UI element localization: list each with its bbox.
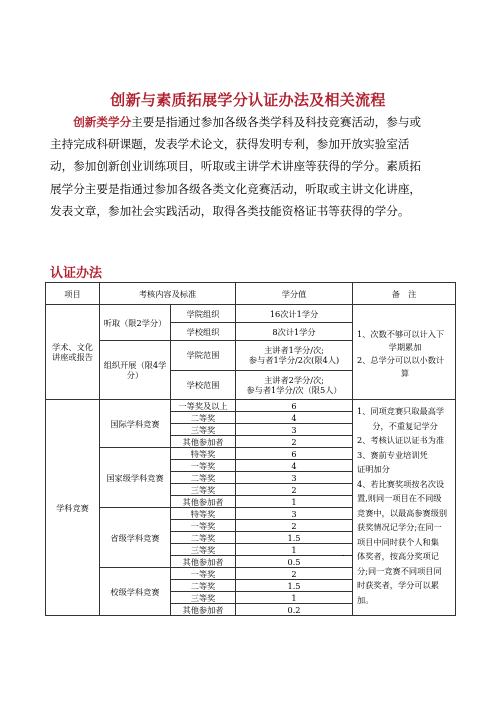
- competition-level-cell: 国家级学科竞赛: [100, 448, 171, 508]
- credit-cell: 4: [236, 412, 353, 424]
- credit-cell: 1: [236, 544, 353, 556]
- page-title: 创新与素质拓展学分认证办法及相关流程: [110, 91, 386, 109]
- credit-cell: 2: [236, 568, 353, 580]
- credit-cell: 4: [236, 460, 353, 472]
- intro-lead: 创新类学分: [73, 115, 132, 129]
- award-cell: 二等奖: [171, 412, 236, 424]
- note-line: 3、赛前专业培训凭: [357, 449, 428, 460]
- note-line: 1、次数不够可以计入下: [357, 329, 445, 339]
- credit-table: [45, 282, 456, 616]
- award-cell: 三等奖: [171, 544, 236, 556]
- note-line: 获奖情况记学分;在同一: [357, 522, 442, 532]
- category-cell: 学科竞赛: [46, 400, 100, 616]
- note-line: 4、若比赛奖项按名次设: [357, 478, 445, 489]
- header-cell: 学分值: [236, 283, 353, 305]
- award-cell: 三等奖: [171, 592, 236, 604]
- header-cell: 项目: [46, 283, 100, 305]
- credit-cell: 8次计1学分: [236, 323, 353, 341]
- header-cell: 考核内容及标准: [100, 283, 236, 305]
- note-line: 1、同项竞赛只取最高学: [357, 406, 445, 416]
- note-line: 体奖者，按高分奖项记: [357, 551, 439, 561]
- note-line: 加。: [357, 594, 374, 605]
- credit-cell: 3: [236, 508, 353, 520]
- table-row: [46, 400, 456, 412]
- credit-cell: 0.5: [236, 556, 353, 568]
- section-heading: 认证办法: [50, 266, 103, 281]
- note-line: 竞赛中，以最高参赛级别: [357, 507, 448, 518]
- category-cell: 学术、文化讲座或报告: [46, 305, 100, 400]
- credit-cell: [236, 370, 353, 400]
- award-cell: 特等奖: [171, 448, 236, 460]
- note-line: 算: [400, 368, 410, 378]
- note-line: 学期累加: [388, 342, 422, 352]
- table-header-row: [46, 283, 456, 305]
- award-cell: 三等奖: [171, 424, 236, 436]
- level-cell: 学校组织: [171, 323, 236, 341]
- subcategory-cell: 组织开展（限4学分）: [100, 341, 171, 400]
- credit-line: 参与者1学分/次（限5人）: [246, 384, 342, 395]
- credit-cell: 1: [236, 496, 353, 508]
- note-line: 2、考核认证以证书为准: [357, 435, 445, 445]
- award-cell: 其他参加者: [171, 436, 236, 448]
- intro-text: [50, 111, 424, 222]
- credit-cell: 1.5: [236, 580, 353, 592]
- table-row: [46, 305, 456, 323]
- level-cell: 学校范围: [171, 370, 236, 400]
- competition-level-cell: 校级学科竞赛: [100, 568, 171, 616]
- credit-line: 主讲者2学分/次;: [264, 374, 324, 385]
- credit-line: 主讲者1学分/次;: [264, 345, 324, 356]
- award-cell: 二等奖: [171, 472, 236, 484]
- stray-mark: .: [342, 549, 345, 558]
- note-cell: [353, 305, 456, 400]
- award-cell: 一等奖及以上: [171, 400, 236, 412]
- level-cell: 学院组织: [171, 305, 236, 323]
- credit-cell: 1: [236, 592, 353, 604]
- competition-level-cell: 省级学科竞赛: [100, 508, 171, 568]
- award-cell: 三等奖: [171, 484, 236, 496]
- award-cell: 其他参加者: [171, 496, 236, 508]
- competition-level-cell: 国际学科竞赛: [100, 400, 171, 448]
- header-cell: 备 注: [353, 283, 456, 305]
- credit-cell: 2: [236, 484, 353, 496]
- intro-text-2: 素质拓展学分主要是指通过参加各级各类文化竞赛活动，听取或主讲文化讲座，发表文章，参加社会实践活动，取得各类技能资格证书等获得的学分。: [50, 159, 422, 218]
- credit-cell: 2: [236, 436, 353, 448]
- award-cell: 其他参加者: [171, 556, 236, 568]
- credit-cell: [236, 341, 353, 371]
- note-line: 置,则同一项目在不同级: [357, 493, 442, 503]
- credit-cell: 3: [236, 424, 353, 436]
- subcategory-cell: 听取（限2学分）: [100, 305, 171, 341]
- award-cell: 一等奖: [171, 520, 236, 532]
- note-line: 证明加分: [357, 464, 390, 474]
- intro-text-1: 主要是指通过参加各级各类学科及科技竞赛活动，参与或主持完成科研课题，发表学术论文，获得发明专利，参加开放实验室活动，参加创新创业训练项目，听取或主讲学术讲座等获得的学分。: [50, 115, 422, 174]
- credit-cell: 3: [236, 472, 353, 484]
- credit-cell: 6: [236, 448, 353, 460]
- award-cell: 二等奖: [171, 580, 236, 592]
- award-cell: 一等奖: [171, 568, 236, 580]
- note-line: 2、总学分可以以小数计: [357, 355, 445, 365]
- note-line: 项目中同时获个人和集: [357, 536, 439, 547]
- award-cell: 特等奖: [171, 508, 236, 520]
- level-cell: 学院范围: [171, 341, 236, 371]
- credit-cell: 6: [236, 400, 353, 412]
- award-cell: 一等奖: [171, 460, 236, 472]
- credit-cell: 2: [236, 520, 353, 532]
- note-line: 时获奖者，学分可以累: [357, 580, 439, 590]
- note-line: 分;同一竞赛不同项目同: [357, 565, 442, 576]
- credit-cell: 16次计1学分: [236, 305, 353, 323]
- credit-cell: 0.2: [236, 604, 353, 616]
- note-cell: [353, 400, 456, 616]
- award-cell: 其他参加者: [171, 604, 236, 616]
- award-cell: 二等奖: [171, 532, 236, 544]
- credit-cell: 1.5: [236, 532, 353, 544]
- note-line: 分，不重复记学分: [372, 420, 438, 431]
- intro-paragraph: [50, 111, 424, 222]
- credit-line: 参与者1学分/2次(限4人): [248, 355, 340, 366]
